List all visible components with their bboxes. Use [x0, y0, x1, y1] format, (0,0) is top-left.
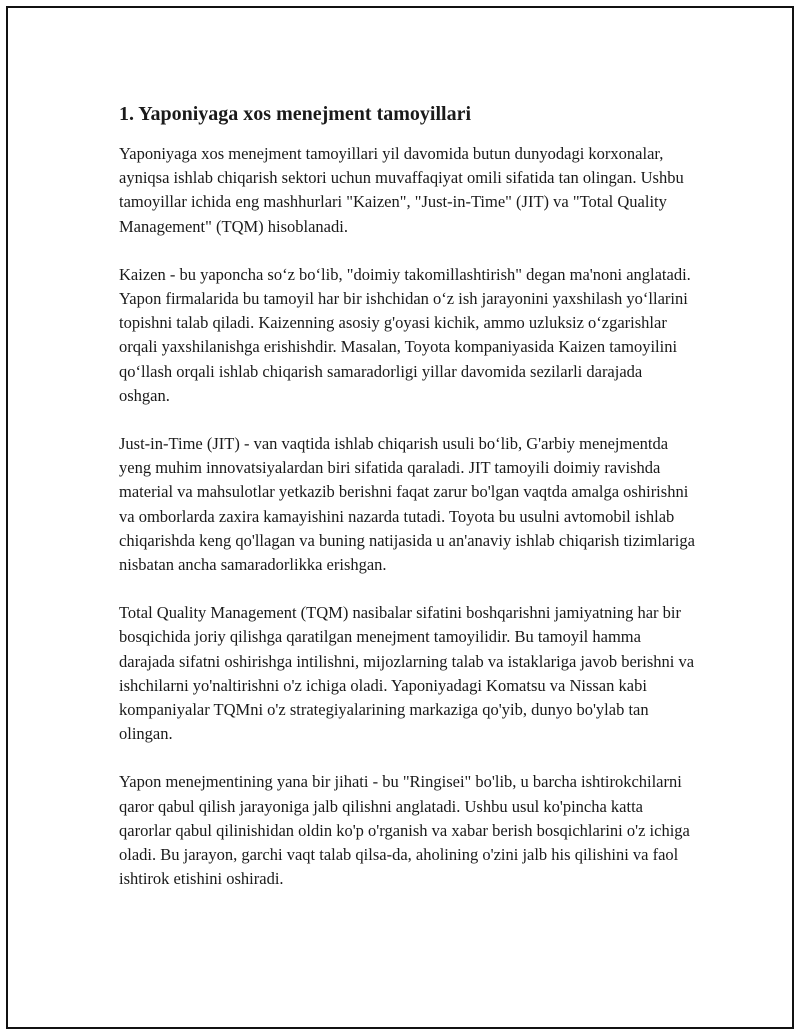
paragraph-tqm: Total Quality Management (TQM) nasibalar sifatini boshqarishni jamiyatning har bir bosqichida joriy qilishga qaratilgan menejment tamoyilidir. Bu tamoyil hamma darajada sifatni oshirishga intilishni, mijozlarning talab va istaklariga javob berishni va ishchilarni yo'naltirishni o'z ichiga oladi. Yaponiyadagi Komatsu va Nissan kabi kompaniyalar TQMni o'z strategiyalarining markaziga qo'yib, dunyo bo'ylab tan olingan. — [119, 603, 695, 744]
paragraph-kaizen: Kaizen - bu yaponcha so‘z bo‘lib, "doimiy takomillashtirish" degan ma'noni anglatadi. Yapon firmalarida bu tamoyil har bir ishchidan o‘z ish jarayonini yaxshilash yo‘llarini topishni talab qiladi. Kaizenning asosiy g'oyasi kichik, ammo uzluksiz o‘zgarishlar orqali yaxshilanishga erishishdir. Masalan, Toyota kompaniyasida Kaizen tamoyilini qo‘llash orqali ishlab chiqarish samaradorligi yillar davomida sezilarli darajada oshgan. — [119, 264, 691, 405]
paragraph-jit: Just-in-Time (JIT) - van vaqtida ishlab chiqarish usuli bo‘lib, G'arbiy menejmentda yeng muhim innovatsiyalardan biri sifatida qaraladi. JIT tamoyili doimiy ravishda material va mahsulotlar yetkazib berishni faqat zarur bo'lgan vaqtda amalga oshirishni va omborlarda zaxira kamayishini nazarda tutadi. Toyota bu usulni avtomobil ishlab chiqarishda keng qo'llagan va buning natijasida u an'anaviy ishlab chiqarish tizimlariga nisbatan ancha samaradorlikka erishgan. — [119, 434, 695, 575]
page-frame — [6, 6, 794, 1029]
paragraph-ringisei: Yapon menejmentining yana bir jihati - bu "Ringisei" bo'lib, u barcha ishtirokchilarni qaror qabul qilish jarayoniga jalb qilishni anglatadi. Ushbu usul ko'pincha katta qarorlar qabul qilinishidan oldin ko'p o'rganish va xabar berish bosqichlarini o'z ichiga oladi. Bu jarayon, garchi vaqt talab qilsa-da, aholining o'zini jalb his qilishini va faol ishtirok etishini oshiradi. — [119, 772, 690, 889]
paragraph-intro: Yaponiyaga xos menejment tamoyillari yil davomida butun dunyodagi korxonalar, ayniqsa ishlab chiqarish sektori uchun muvaffaqiyat omili sifatida tan olingan. Ushbu tamoyillar ichida eng mashhurlari "Kaizen", "Just-in-Time" (JIT) va "Total Quality Management" (TQM) hisoblanadi. — [119, 144, 684, 236]
section-heading: 1. Yaponiyaga xos menejment tamoyillari — [119, 103, 472, 125]
document-body — [119, 100, 697, 915]
